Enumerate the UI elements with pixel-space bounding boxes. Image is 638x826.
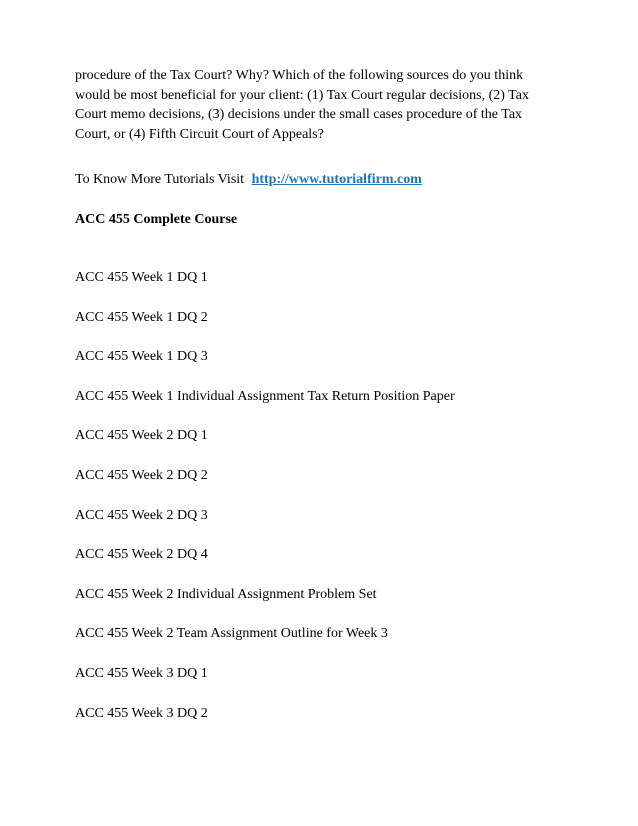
course-item: ACC 455 Week 2 DQ 2 [75,467,208,483]
course-item: ACC 455 Week 3 DQ 2 [75,705,208,721]
paragraph-line: Court, or (4) Fifth Circuit Court of Appeals? [75,127,324,143]
tutorial-site-link[interactable]: http://www.tutorialfirm.com [251,172,422,187]
course-item: ACC 455 Week 2 Team Assignment Outline for Week 3 [75,626,388,642]
visit-line [75,172,422,188]
course-item: ACC 455 Week 2 DQ 4 [75,547,208,563]
document-page [75,66,575,721]
course-heading: ACC 455 Complete Course [75,212,238,227]
course-item: ACC 455 Week 1 DQ 1 [75,270,208,285]
course-item: ACC 455 Week 2 DQ 3 [75,507,208,523]
course-item: ACC 455 Week 3 DQ 1 [75,665,208,681]
paragraph-line: would be most beneficial for your client: (1) Tax Court regular decisions, (2) Tax [75,87,529,103]
visit-label: To Know More Tutorials Visit [75,172,245,187]
course-item: ACC 455 Week 1 Individual Assignment Tax Return Position Paper [75,388,455,404]
course-item: ACC 455 Week 1 DQ 3 [75,349,208,365]
course-item: ACC 455 Week 2 Individual Assignment Problem Set [75,586,377,602]
course-list [75,271,455,746]
paragraph-line: procedure of the Tax Court? Why? Which of the following sources do you think [75,68,524,83]
course-item: ACC 455 Week 1 DQ 2 [75,309,208,325]
paragraph-line: Court memo decisions, (3) decisions under the small cases procedure of the Tax [75,107,523,123]
course-item: ACC 455 Week 2 DQ 1 [75,428,208,444]
question-paragraph [75,66,575,145]
